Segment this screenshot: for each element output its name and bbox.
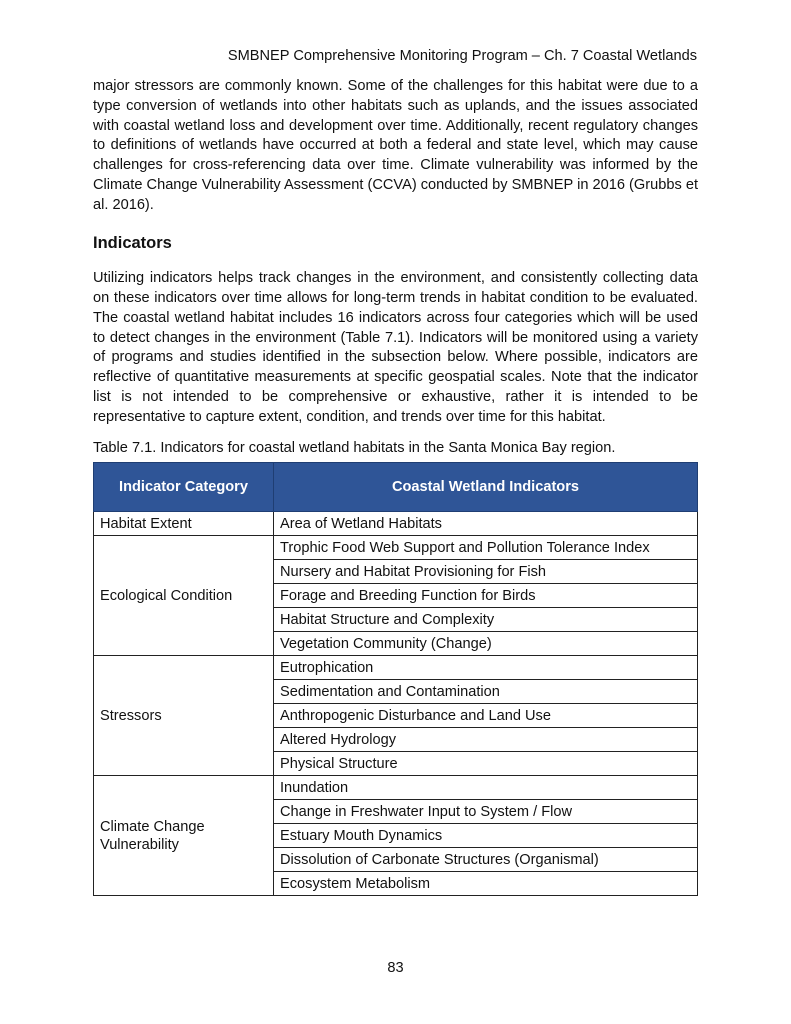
indicator-cell: Anthropogenic Disturbance and Land Use <box>274 704 698 728</box>
table-row <box>94 536 698 560</box>
indicator-cell: Physical Structure <box>274 752 698 776</box>
page-content <box>93 77 698 896</box>
table-row <box>94 776 698 800</box>
indicators-paragraph: Utilizing indicators helps track changes in the environment, and consistently collecting data on these indicators over time allows for long-term trends in habitat condition to be evaluated. The coastal wetland habitat includes 16 indicators across four categories which will be used to detect changes in the environment (Table 7.1). Indicators will be monitored using a variety of programs and studies identified in the subsection below. Where possible, indicators are reflective of quantitative measurements at specific geospatial scales. Note that the indicator list is not intended to be comprehensive or exhaustive, rather it is intended to be representative to capture extent, condition, and trends over time for this habitat. <box>93 270 698 425</box>
category-cell: Ecological Condition <box>94 536 274 656</box>
page-number: 83 <box>387 960 404 976</box>
column-header-category: Indicator Category <box>94 463 274 512</box>
table-row <box>94 512 698 536</box>
indicators-table <box>93 462 698 896</box>
indicator-cell: Change in Freshwater Input to System / Flow <box>274 800 698 824</box>
table-caption: Table 7.1. Indicators for coastal wetland habitats in the Santa Monica Bay region. <box>93 440 616 457</box>
intro-paragraph: major stressors are commonly known. Some of the challenges for this habitat were due to a type conversion of wetlands into other habitats such as uplands, and the issues associated with coastal wetland loss and development over time. Additionally, recent regulatory changes to definitions of wetlands have occurred at both a federal and state level, which may cause challenges for cross-referencing data over time. Climate vulnerability was informed by the Climate Change Vulnerability Assessment (CCVA) conducted by SMBNEP in 2016 (Grubbs et al. 2016). <box>93 78 698 213</box>
category-cell: Climate Change Vulnerability <box>94 776 274 896</box>
indicator-cell: Altered Hydrology <box>274 728 698 752</box>
indicator-cell: Sedimentation and Contamination <box>274 680 698 704</box>
indicator-cell: Estuary Mouth Dynamics <box>274 824 698 848</box>
indicator-cell: Habitat Structure and Complexity <box>274 608 698 632</box>
category-cell: Stressors <box>94 656 274 776</box>
table-row <box>94 656 698 680</box>
indicator-cell: Dissolution of Carbonate Structures (Organismal) <box>274 848 698 872</box>
indicator-cell: Eutrophication <box>274 656 698 680</box>
running-header: SMBNEP Comprehensive Monitoring Program – Ch. 7 Coastal Wetlands <box>227 48 697 64</box>
table-header-row <box>94 463 698 512</box>
column-header-indicators: Coastal Wetland Indicators <box>274 463 698 512</box>
section-heading-indicators: Indicators <box>93 234 172 253</box>
indicator-cell: Area of Wetland Habitats <box>274 512 698 536</box>
indicator-cell: Inundation <box>274 776 698 800</box>
indicator-cell: Trophic Food Web Support and Pollution Tolerance Index <box>274 536 698 560</box>
indicator-cell: Forage and Breeding Function for Birds <box>274 584 698 608</box>
category-cell: Habitat Extent <box>94 512 274 536</box>
indicator-cell: Ecosystem Metabolism <box>274 872 698 896</box>
indicator-cell: Nursery and Habitat Provisioning for Fish <box>274 560 698 584</box>
indicator-cell: Vegetation Community (Change) <box>274 632 698 656</box>
